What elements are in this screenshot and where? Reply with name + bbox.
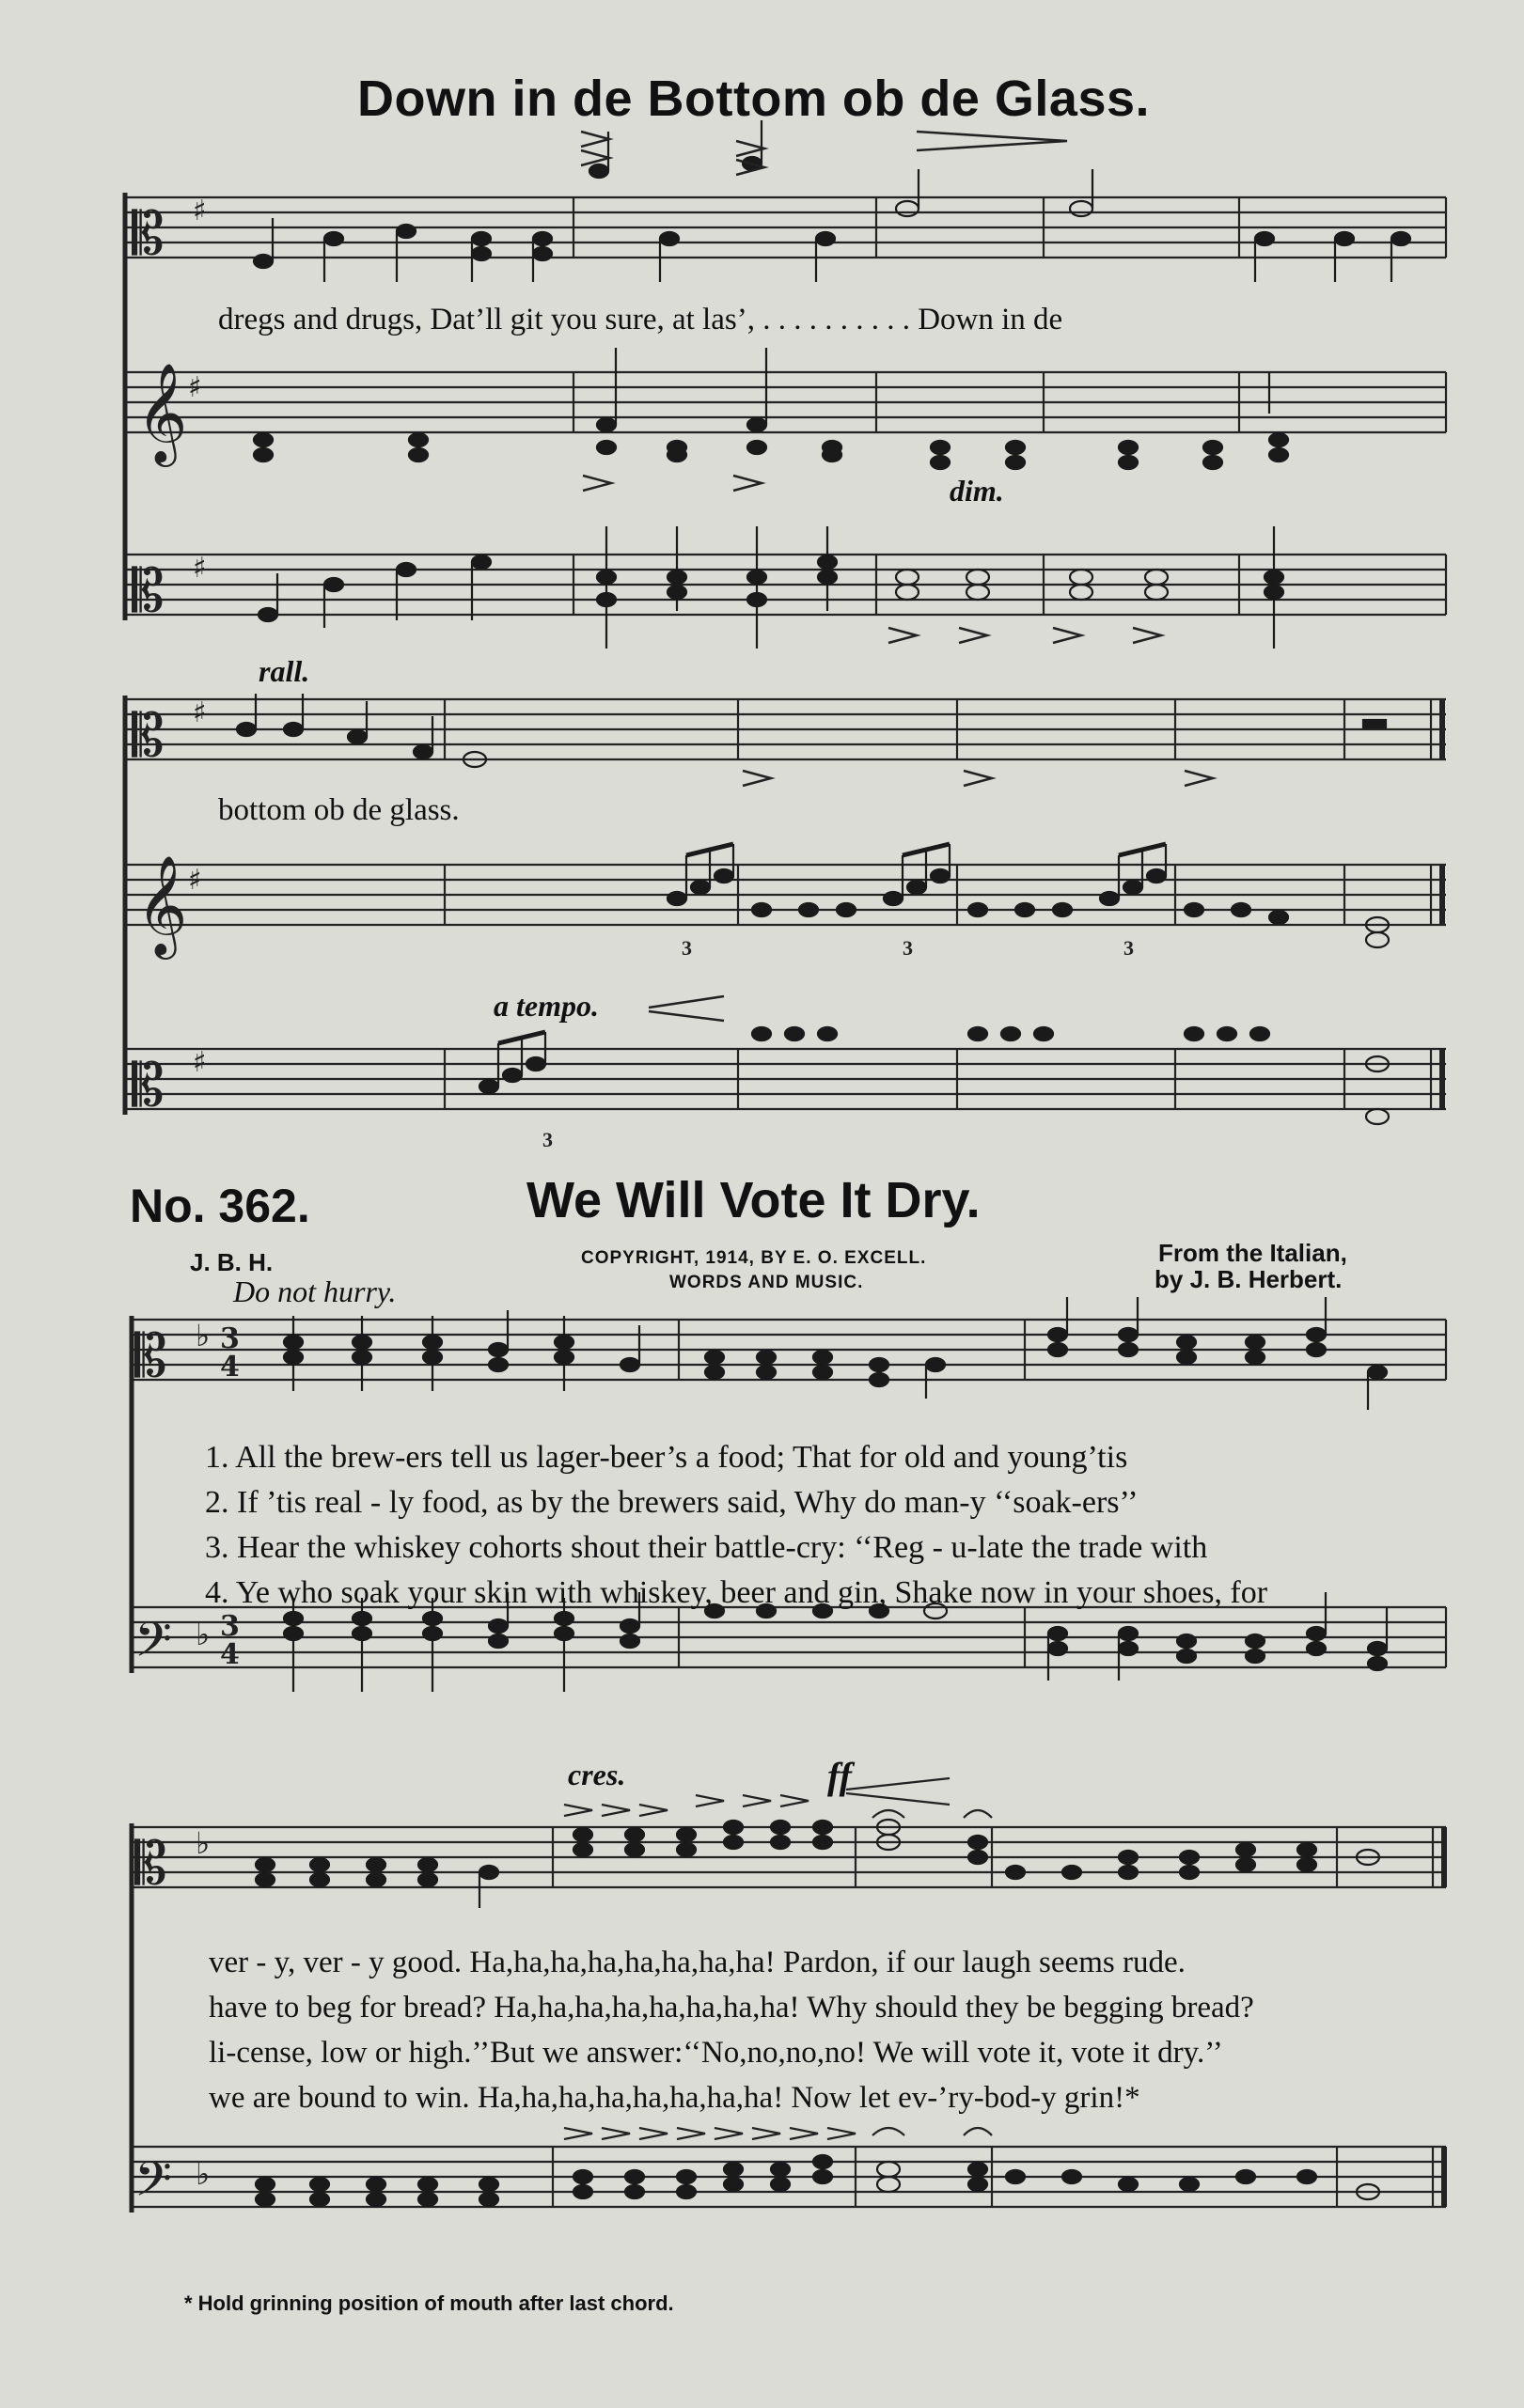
triplet-mark: 3 [542, 1128, 553, 1151]
triplet-mark: 3 [903, 936, 913, 960]
staff-lines-4 [125, 699, 1446, 759]
copyright-line: COPYRIGHT, 1914, BY E. O. EXCELL. [581, 1248, 927, 1268]
svg-text:3: 3 [220, 1610, 240, 1643]
hymn-number: No. 362. [130, 1180, 310, 1232]
svg-text:𝄡: 𝄡 [134, 1829, 167, 1898]
staff-system-2 [0, 677, 1524, 1165]
verse-line-2: 2. If ’tis real - ly food, as by the brewers said, Why do man-y ‘‘soak-ers’’ [205, 1485, 1139, 1520]
verse-line-1: 1. All the brew-ers tell us lager-beer’s a food; That for old and young’tis [205, 1440, 1128, 1475]
dynamic-marking: dim. [950, 474, 1004, 508]
svg-text:𝄞: 𝄞 [136, 854, 188, 955]
tempo-marking: Do not hurry. [233, 1274, 397, 1308]
svg-text:♭: ♭ [196, 1617, 211, 1652]
verse-line-1-cont: ver - y, ver - y good. Ha,ha,ha,ha,ha,ha,ha,ha! Pardon, if our laugh seems rude. [209, 1946, 1186, 1979]
svg-text:4: 4 [220, 1351, 240, 1384]
verse-line-3: 3. Hear the whiskey cohorts shout their battle-cry: ‘‘Reg - u-late the trade with [205, 1530, 1208, 1565]
staff-lines-1 [125, 197, 1446, 258]
dynamic-marking: rall. [259, 654, 310, 688]
svg-text:𝄡: 𝄡 [132, 199, 165, 268]
staff-lines-5 [125, 865, 1446, 925]
svg-text:♭: ♭ [196, 1318, 211, 1353]
song-title: Down in de Bottom ob de Glass. [357, 70, 1151, 127]
staff-system-1 [0, 0, 1524, 677]
composer-credit: From the Italian, [1158, 1239, 1347, 1267]
song-title: We Will Vote It Dry. [526, 1172, 981, 1228]
svg-text:♯: ♯ [193, 1046, 207, 1079]
copyright-line: WORDS AND MUSIC. [669, 1273, 864, 1292]
dynamic-marking: cres. [568, 1758, 626, 1791]
staff-lines-7 [132, 1320, 1446, 1380]
svg-text:4: 4 [220, 1638, 240, 1671]
composer-credit: by J. B. Herbert. [1155, 1265, 1343, 1293]
svg-text:♯: ♯ [193, 696, 207, 729]
svg-text:𝄢: 𝄢 [134, 2150, 172, 2219]
staff-lines-6 [125, 1049, 1446, 1109]
svg-text:𝄡: 𝄡 [132, 1051, 165, 1119]
staff-lines-2 [125, 372, 1446, 432]
svg-text:𝄢: 𝄢 [134, 1611, 172, 1680]
svg-text:♭: ♭ [196, 2156, 211, 2192]
staff-lines-3 [125, 555, 1446, 615]
verse-line-3-cont: li-cense, low or high.’’But we answer:‘‘No,no,no,no! We will vote it, vote it dry.’’ [209, 2036, 1223, 2070]
triplet-mark: 3 [1123, 936, 1134, 960]
verse-line-4: 4. Ye who soak your skin with whiskey, beer and gin, Shake now in your shoes, for [205, 1575, 1268, 1610]
lyrics-line: bottom ob de glass. [218, 793, 460, 827]
lyrics-line: dregs and drugs, Dat’ll git you sure, at las’, . . . . . . . . . . Down in de [218, 303, 1063, 336]
svg-text:♯: ♯ [193, 195, 207, 227]
svg-text:𝄡: 𝄡 [132, 556, 165, 625]
svg-text:♯: ♯ [193, 552, 207, 585]
svg-text:♯: ♯ [188, 371, 202, 404]
svg-text:𝄡: 𝄡 [132, 701, 165, 770]
tempo-marking: a tempo. [494, 989, 599, 1023]
svg-text:𝄡: 𝄡 [134, 1321, 167, 1390]
svg-text:𝄞: 𝄞 [136, 362, 188, 462]
dynamic-marking: ff [827, 1755, 852, 1797]
author: J. B. H. [190, 1248, 274, 1276]
triplet-mark: 3 [682, 936, 692, 960]
verse-line-2-cont: have to beg for bread? Ha,ha,ha,ha,ha,ha,ha,ha! Why should they be begging bread? [209, 1991, 1254, 2025]
svg-text:♯: ♯ [188, 864, 202, 897]
footnote: * Hold grinning position of mouth after last chord. [184, 2291, 674, 2315]
time-sig: 3 [220, 1322, 240, 1355]
svg-text:♭: ♭ [196, 1825, 211, 1861]
verse-line-4-cont: we are bound to win. Ha,ha,ha,ha,ha,ha,ha,ha! Now let ev-’ry-bod-y grin!* [209, 2081, 1140, 2115]
